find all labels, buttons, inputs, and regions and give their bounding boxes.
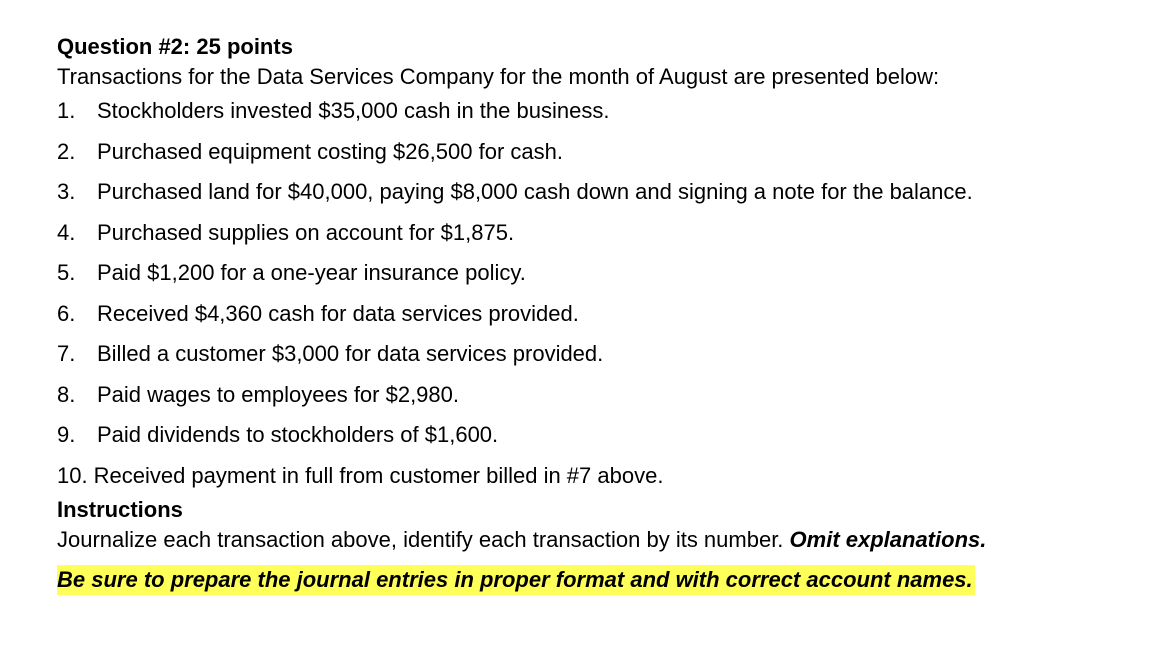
item-number: 8.	[57, 381, 76, 407]
instructions-emphasis: Omit explanations.	[789, 527, 987, 552]
item-number: 2.	[57, 138, 76, 164]
item-number: 6.	[57, 300, 76, 326]
list-item	[57, 420, 1147, 461]
item-text: Received $4,360 cash for data services provided.	[97, 300, 579, 326]
instructions-body: Journalize each transaction above, identify each transaction by its number.	[57, 527, 790, 552]
item-text: Paid $1,200 for a one-year insurance policy.	[97, 260, 526, 285]
item-text: Paid wages to employees for $2,980.	[97, 381, 460, 407]
list-item	[57, 177, 1147, 218]
instructions-text	[57, 525, 1147, 555]
highlighted-note-text: Be sure to prepare the journal entries in proper format and with correct account names.	[57, 565, 975, 595]
transaction-list	[57, 96, 1147, 501]
list-item	[57, 96, 1147, 137]
question-intro: Transactions for the Data Services Company for the month of August are presented below:	[57, 64, 940, 89]
item-text: Purchased land for $40,000, paying $8,000 cash down and signing a note for the balance.	[97, 179, 973, 204]
question-document	[57, 32, 1147, 595]
item-number: 1.	[57, 98, 76, 123]
list-item	[57, 380, 1147, 421]
item-text: Received payment in full from customer billed in #7 above.	[93, 462, 664, 488]
list-item	[57, 299, 1147, 340]
item-text: Billed a customer $3,000 for data services provided.	[97, 341, 604, 366]
item-text: Stockholders invested $35,000 cash in the business.	[97, 98, 610, 123]
item-number: 3.	[57, 179, 76, 204]
item-number: 9.	[57, 422, 76, 447]
item-number: 7.	[57, 341, 76, 366]
item-number: 4.	[57, 219, 76, 245]
list-item	[57, 218, 1147, 259]
list-item	[57, 137, 1147, 178]
instructions-heading: Instructions	[57, 497, 183, 522]
item-number: 5.	[57, 260, 76, 285]
list-item	[57, 258, 1147, 299]
item-text: Purchased supplies on account for $1,875.	[97, 219, 515, 245]
question-title: Question #2: 25 points	[57, 34, 293, 59]
list-item	[57, 339, 1147, 380]
item-text: Purchased equipment costing $26,500 for cash.	[97, 138, 563, 164]
item-number: 10.	[57, 462, 88, 488]
item-text: Paid dividends to stockholders of $1,600.	[97, 422, 499, 447]
highlighted-note	[57, 565, 1147, 595]
